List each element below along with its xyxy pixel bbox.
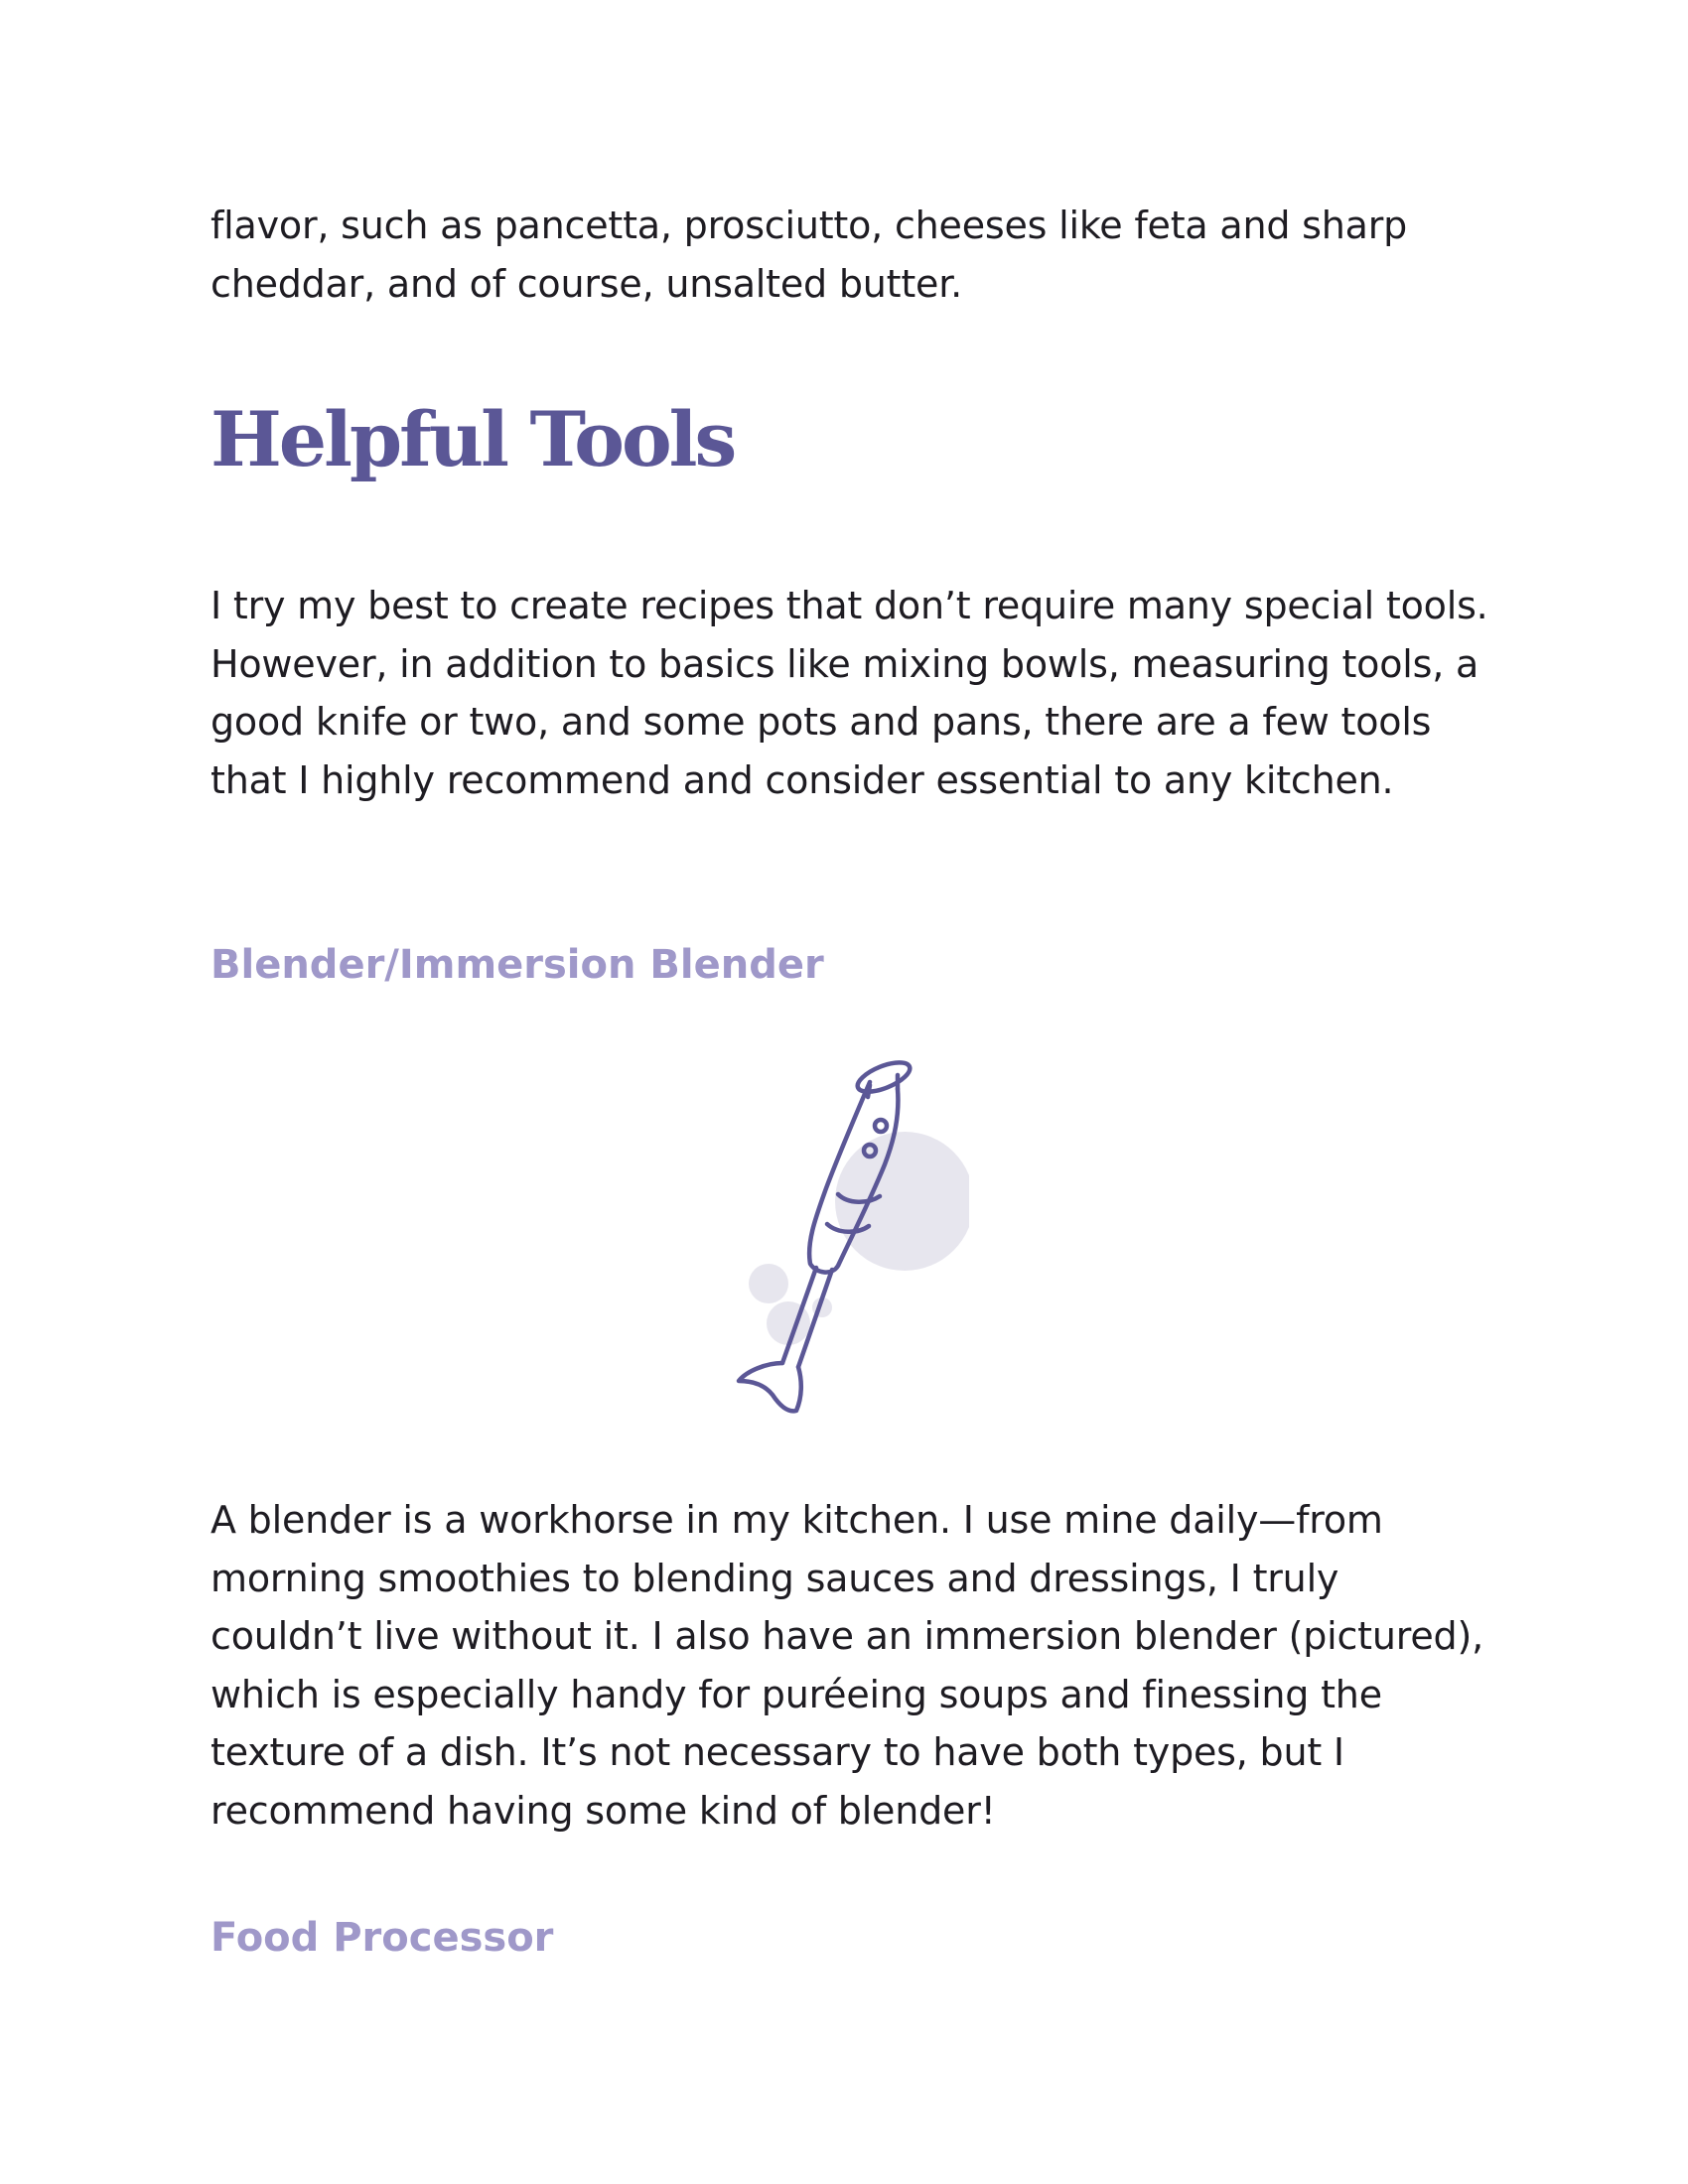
document-page: [211, 0, 1501, 2184]
tool-description-blender: A blender is a workhorse in my kitchen. I use mine daily—from morning smoothies to blending sauces and dressings, I truly couldn’t live without it. I also have an immersion blender (pictured), which is especially handy for puréeing soups and finessing the texture of a dish. It’s not necessary to have both types, but I recommend having some kind of blender!: [211, 1498, 1483, 1833]
tool-heading-food-processor: Food Processor: [211, 1915, 554, 1961]
immersion-blender-icon: [731, 1047, 969, 1425]
intro-paragraph: flavor, such as pancetta, prosciutto, cheeses like feta and sharp cheddar, and of course, unsalted butter.: [211, 204, 1408, 306]
section-intro-paragraph: I try my best to create recipes that don’t require many special tools. However, in addition to basics like mixing bowls, measuring tools, a good knife or two, and some pots and pans, there are a few tools that I highly recommend and consider essential to any kitchen.: [211, 584, 1488, 802]
section-title: Helpful Tools: [211, 395, 735, 483]
tool-heading-blender: Blender/Immersion Blender: [211, 942, 824, 988]
